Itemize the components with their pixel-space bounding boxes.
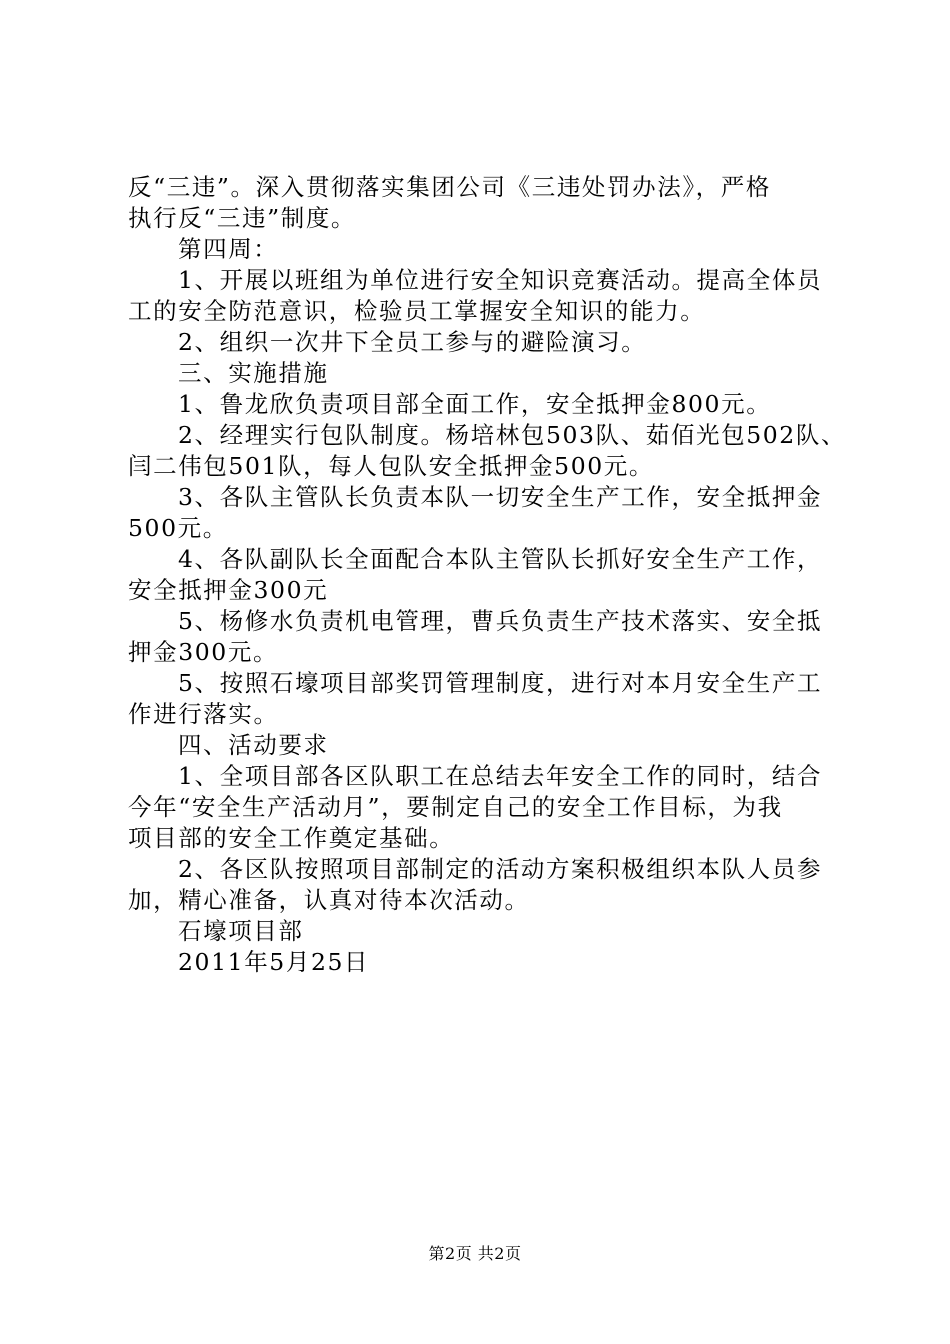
document-line: 今年“安全生产活动月”，要制定自己的安全工作目标，为我 <box>128 793 783 821</box>
document-line: 项目部的安全工作奠定基础。 <box>128 824 455 852</box>
document-line: 1、鲁龙欣负责项目部全面工作，安全抵押金800元。 <box>178 390 772 418</box>
document-line: 作进行落实。 <box>128 700 279 728</box>
document-line: 执行反“三违”制度。 <box>128 204 357 232</box>
document-line: 押金300元。 <box>128 638 279 666</box>
document-line: 工的安全防范意识，检验员工掌握安全知识的能力。 <box>128 297 706 325</box>
document-line: 加，精心准备，认真对待本次活动。 <box>128 886 530 914</box>
document-line: 1、开展以班组为单位进行安全知识竞赛活动。提高全体员 <box>178 266 823 294</box>
document-line: 安全抵押金300元 <box>128 576 329 604</box>
document-line: 3、各队主管队长负责本队一切安全生产工作，安全抵押金 <box>178 483 823 511</box>
document-line: 第四周： <box>178 235 279 263</box>
document-line: 2、组织一次井下全员工参与的避险演习。 <box>178 328 647 356</box>
document-line: 四、活动要求 <box>178 731 329 759</box>
document-line: 5、杨修水负责机电管理，曹兵负责生产技术落实、安全抵 <box>178 607 823 635</box>
document-line: 闫二伟包501队，每人包队安全抵押金500元。 <box>128 452 655 480</box>
document-body <box>128 172 847 978</box>
document-line: 500元。 <box>128 514 228 542</box>
page-footer: 第2页 共2页 <box>428 1244 522 1263</box>
document-line: 2、各区队按照项目部制定的活动方案积极组织本队人员参 <box>178 855 823 883</box>
document-line: 4、各队副队长全面配合本队主管队长抓好安全生产工作， <box>178 545 823 573</box>
document-line: 1、全项目部各区队职工在总结去年安全工作的同时，结合 <box>178 762 823 790</box>
document-line: 2、经理实行包队制度。杨培林包503队、茹佰光包502队、 <box>178 421 847 449</box>
document-line: 三、实施措施 <box>178 359 329 387</box>
document-line: 反“三违”。深入贯彻落实集团公司《三违处罚办法》，严格 <box>128 173 771 201</box>
document-line: 2011年5月25日 <box>178 948 370 976</box>
document-line: 5、按照石壕项目部奖罚管理制度，进行对本月安全生产工 <box>178 669 823 697</box>
document-line: 石壕项目部 <box>178 917 304 945</box>
